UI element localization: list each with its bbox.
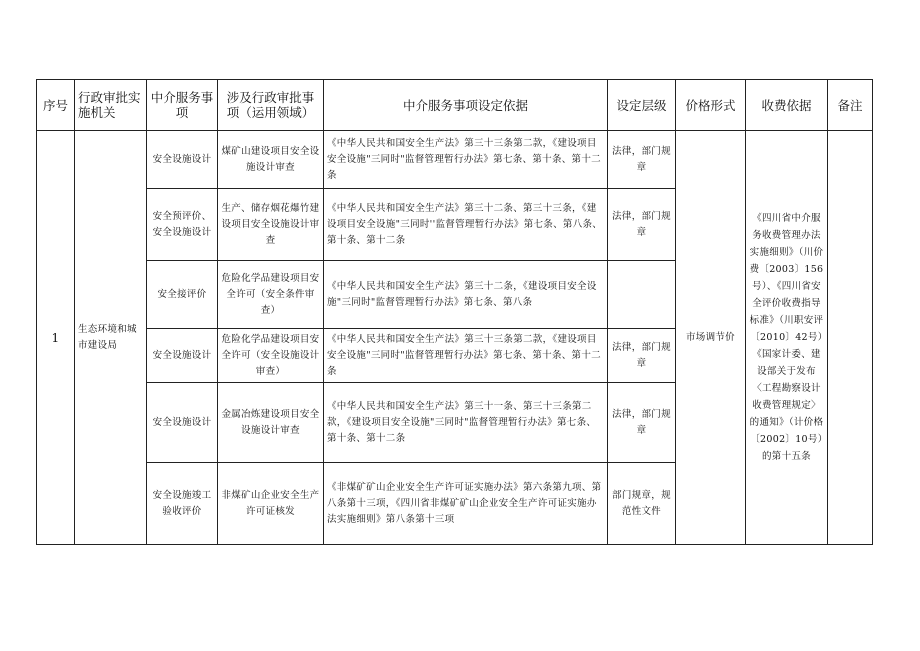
approval-cell: 非煤矿山企业安全生产许可证核发 — [218, 463, 324, 545]
approval-cell: 危险化学品建设项目安全许可（安全设施设计审查） — [218, 329, 324, 383]
header-price-form: 价格形式 — [676, 80, 746, 131]
service-cell: 安全设施设计 — [147, 329, 218, 383]
basis-cell: 《中华人民共和国安全生产法》第三十一条、第三十三条第二款，《建设项目安全设施"三同时"监督管理暂行办法》第七条、第十条、第十二条 — [324, 383, 608, 463]
basis-cell: 《中华人民共和国安全生产法》第三十二条，《建设项目安全设施"三同时"监督管理暂行办法》第七条、第八条 — [324, 261, 608, 329]
header-agency: 行政审批实施机关 — [75, 80, 147, 131]
header-fee-basis: 收费依据 — [746, 80, 828, 131]
basis-cell: 《非煤矿矿山企业安全生产许可证实施办法》第六条第九项、第八条第十三项，《四川省非煤矿矿山企业安全生产许可证实施办法实施细则》第八条第十三项 — [324, 463, 608, 545]
basis-cell: 《中华人民共和国安全生产法》第三十三条第二款，《建设项目安全设施"三同时"监督管理暂行办法》第七条、第十条、第十二条 — [324, 131, 608, 189]
level-cell: 法律，部门规章 — [608, 329, 676, 383]
level-cell: 法律，部门规章 — [608, 131, 676, 189]
seq-cell: 1 — [37, 131, 75, 545]
level-cell — [608, 261, 676, 329]
approval-cell: 金属冶炼建设项目安全设施设计审查 — [218, 383, 324, 463]
header-remark: 备注 — [828, 80, 873, 131]
approval-cell: 煤矿山建设项目安全设施设计审查 — [218, 131, 324, 189]
approval-cell: 生产、储存烟花爆竹建设项目安全设施设计审查 — [218, 189, 324, 261]
approval-cell: 危险化学品建设项目安全许可（安全条件审查） — [218, 261, 324, 329]
agency-cell: 生态环境和城市建设局 — [75, 131, 147, 545]
service-cell: 安全设施设计 — [147, 131, 218, 189]
header-service: 中介服务事项 — [147, 80, 218, 131]
header-seq: 序号 — [37, 80, 75, 131]
price-form-cell: 市场调节价 — [676, 131, 746, 545]
level-cell: 法律，部门规章 — [608, 383, 676, 463]
table-row — [37, 131, 873, 189]
fee-basis-cell: 《四川省中介服务收费管理办法实施细则》（川价费〔2003〕156号）、《四川省安全评价收费指导标准》（川职安评〔2010〕42号）《国家计委、建设部关于发布〈工程勘察设计收费管理规定〉的通知》（计价格〔2002〕10号）的第十五条 — [746, 131, 828, 545]
level-cell: 法律，部门规章 — [608, 189, 676, 261]
basis-cell: 《中华人民共和国安全生产法》第三十二条、第三十三条，《建设项目安全设施"三同时''监督管理暂行办法》第七条、第八条、第十条、第十二条 — [324, 189, 608, 261]
header-level: 设定层级 — [608, 80, 676, 131]
intermediary-services-table — [36, 79, 873, 545]
header-row — [37, 80, 873, 131]
service-cell: 安全设施设计 — [147, 383, 218, 463]
remark-cell — [828, 131, 873, 545]
service-cell: 安全接评价 — [147, 261, 218, 329]
service-cell: 安全预评价、安全设施设计 — [147, 189, 218, 261]
basis-cell: 《中华人民共和国安全生产法》第三十三条第二款，《建设项目安全设施"三同时"监督管理暂行办法》第七条、第十条、第十二条 — [324, 329, 608, 383]
level-cell: 部门规章，规范性文件 — [608, 463, 676, 545]
service-cell: 安全设施竣工验收评价 — [147, 463, 218, 545]
header-approval: 涉及行政审批事项（运用领域） — [218, 80, 324, 131]
header-basis: 中介服务事项设定依据 — [324, 80, 608, 131]
